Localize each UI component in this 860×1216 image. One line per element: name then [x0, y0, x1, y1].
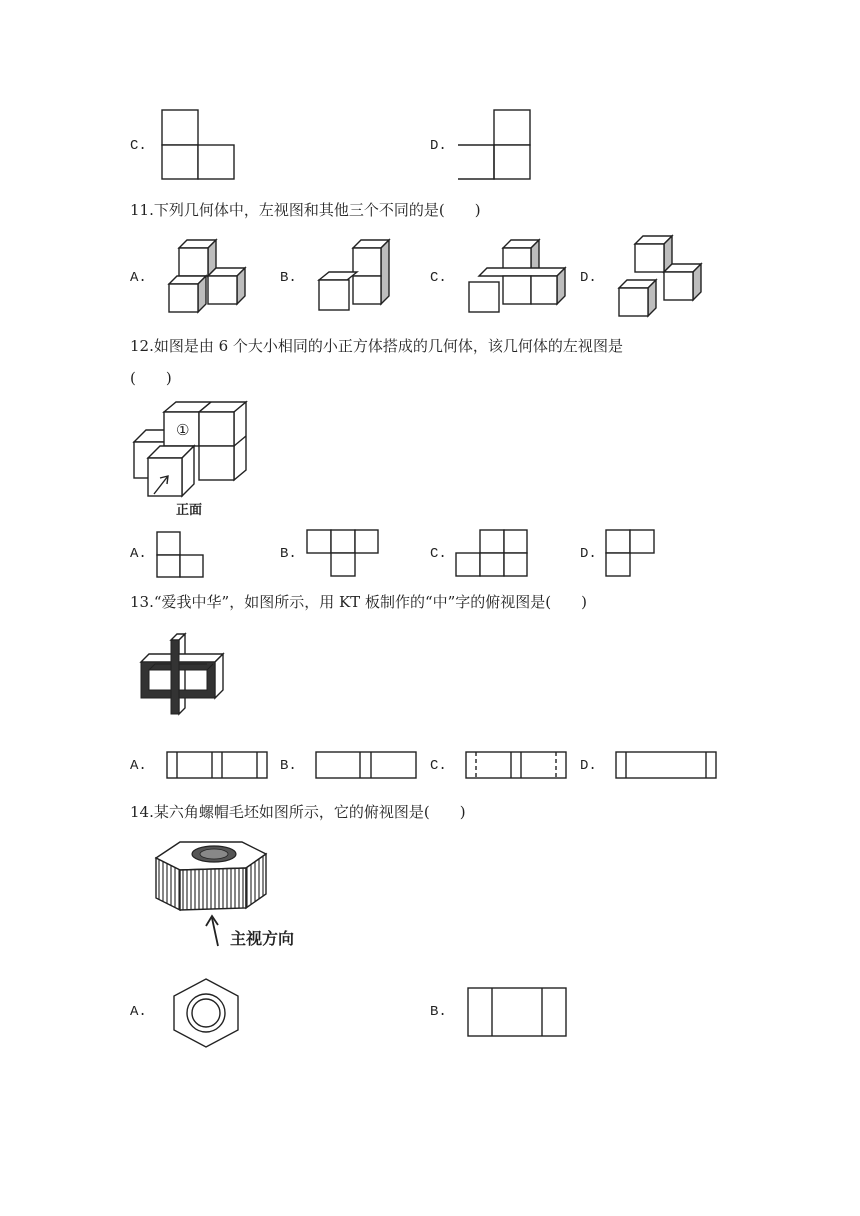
q11-question: 11.下列几何体中，左视图和其他三个不同的是( ) [130, 201, 481, 219]
q13-question: 13.“爱我中华”，如图所示，用 KT 板制作的“中”字的俯视图是( ) [130, 593, 587, 611]
q12-question-cont: ( ) [130, 369, 172, 387]
q11-option-c-label: C. [430, 270, 447, 286]
q11-option-d-figure [615, 232, 710, 322]
q14-option-b-figure [466, 986, 570, 1038]
q14-question: 14.某六角螺帽毛坯如图所示，它的俯视图是( ) [130, 803, 466, 821]
q13-option-d-label: D. [580, 758, 597, 774]
q13-option-c-label: C. [430, 758, 447, 774]
q12-question: 12.如图是由 6 个大小相同的小正方体搭成的几何体，该几何体的左视图是 [130, 337, 623, 355]
q13-option-a-figure [165, 750, 269, 780]
q13-option-d-figure [614, 750, 718, 780]
q12-option-d-figure [604, 528, 658, 580]
q11-option-d-label: D. [580, 270, 597, 286]
q10-option-c-label: C. [130, 138, 147, 154]
q14-direction-label: 主视方向 [230, 929, 295, 948]
q13-option-a-label: A. [130, 758, 147, 774]
q10-option-d-figure [456, 108, 536, 180]
q12-option-c-figure [454, 528, 530, 580]
q10-option-d-label: D. [430, 138, 447, 154]
q12-option-a-figure [155, 530, 207, 580]
q12-front-label: 正面 [176, 503, 203, 518]
q14-option-a-figure [170, 976, 242, 1050]
q12-option-b-label: B. [280, 546, 297, 562]
q12-option-c-label: C. [430, 546, 447, 562]
q11-option-b-figure [315, 236, 405, 318]
q10-option-c-figure [160, 108, 240, 180]
q11-option-b-label: B. [280, 270, 297, 286]
q13-option-b-label: B. [280, 758, 297, 774]
q11-option-c-figure [465, 236, 575, 318]
q12-option-b-figure [305, 528, 381, 580]
q12-option-d-label: D. [580, 546, 597, 562]
q13-zhong-character-figure [135, 630, 230, 720]
q14-option-a-label: A. [130, 1004, 147, 1020]
q12-circle-label: ① [176, 421, 190, 439]
q12-option-a-label: A. [130, 546, 147, 562]
q14-option-b-label: B. [430, 1004, 447, 1020]
q11-option-a-figure [165, 236, 255, 318]
q11-option-a-label: A. [130, 270, 147, 286]
q13-option-b-figure [314, 750, 418, 780]
q13-option-c-figure [464, 750, 568, 780]
